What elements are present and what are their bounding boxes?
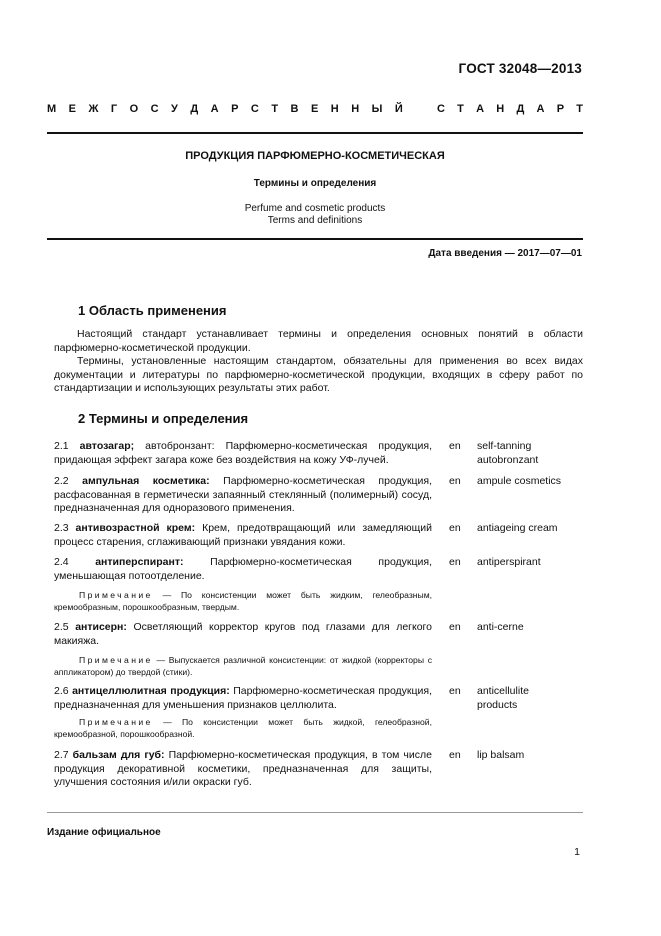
banner-word-interstate <box>47 103 403 115</box>
banner-letter: О <box>129 103 139 115</box>
banner-letter: А <box>210 103 219 115</box>
banner-letter: С <box>437 103 445 115</box>
banner-letter: Р <box>556 103 565 115</box>
term-name: антивозрастной крем: <box>75 522 196 534</box>
banner-letter: А <box>476 103 485 115</box>
standard-code: ГОСТ 32048—2013 <box>458 61 582 76</box>
banner-letter: Д <box>516 103 525 115</box>
term-english-equivalent: anticellulite products <box>477 685 529 711</box>
banner-letter: Е <box>310 103 319 115</box>
term-entry <box>54 749 432 790</box>
term-language: en <box>449 621 461 633</box>
banner-letter: Т <box>271 103 279 115</box>
term-language: en <box>449 556 461 568</box>
term-entry <box>54 621 432 648</box>
banner-letter: Г <box>110 103 118 115</box>
banner-letter: Н <box>496 103 505 115</box>
term-definition: Парфюмерно-косметическая продукция, в том числе продукция декоративной косметики, предназначенная для защиты, улучшения состояния и/или окраски губ. <box>54 749 432 788</box>
term-number: 2.3 <box>54 522 69 534</box>
term-language: en <box>449 522 461 534</box>
banner-letter: Р <box>231 103 239 115</box>
english-subtitle: Terms and definitions <box>267 215 363 226</box>
section-1-heading: 1 Область применения <box>78 303 227 318</box>
banner-letter: Е <box>68 103 76 115</box>
banner-letter: Т <box>457 103 464 115</box>
term-definition: Парфюмерно-косметическая продукция, уменьшающая потоотделение. <box>54 556 433 582</box>
banner-letter: С <box>250 103 259 115</box>
footer-rule <box>47 812 583 813</box>
document-title: ПРОДУКЦИЯ ПАРФЮМЕРНО-КОСМЕТИЧЕСКАЯ <box>185 150 445 162</box>
term-number: 2.5 <box>54 621 69 633</box>
banner-letter: Й <box>394 103 403 115</box>
term-language: en <box>449 440 461 452</box>
banner-letter: В <box>290 103 299 115</box>
term-entry <box>54 556 432 583</box>
interstate-standard-banner <box>47 103 583 115</box>
section-1-paragraph-1 <box>54 328 583 355</box>
term-definition: Крем, предотвращающий или замедляющий процесс старения, сглаживающий признаки увядания кожи. <box>54 522 432 548</box>
paragraph-text: Настоящий стандарт устанавливает термины и определения основных понятий в области парфюмерно-косметической продукции. <box>54 328 583 354</box>
term-definition: Осветляющий корректор кругов под глазами для легкого макияжа. <box>54 621 432 647</box>
section-2-heading: 2 Термины и определения <box>78 411 249 426</box>
term-english-equivalent: antiperspirant <box>477 556 541 568</box>
term-note <box>54 589 432 613</box>
term-definition: автобронзант: Парфюмерно-косметическая продукция, придающая эффект загара коже без воздействия на кожу УФ-лучей. <box>54 440 432 466</box>
term-entry <box>54 685 432 712</box>
term-language: en <box>449 749 461 761</box>
term-english-equivalent: self-tanning autobronzant <box>477 440 539 466</box>
term-entry <box>54 440 432 467</box>
note-label: Примечание <box>79 655 153 665</box>
term-definition: Парфюмерно-косметическая продукция, предназначенная для уменьшения признаков целлюлита. <box>54 685 432 711</box>
term-entry <box>54 522 432 549</box>
banner-letter: Ы <box>371 103 383 115</box>
term-definition: Парфюмерно-косметическая продукция, расфасованная в герметически запаянный стеклянный (полимерный) сосуд, предназначенная для одноразового применения. <box>54 475 433 514</box>
header-rule <box>47 132 583 134</box>
term-english-equivalent: anti-cerne <box>477 621 524 633</box>
banner-letter: С <box>150 103 159 115</box>
banner-letter: Д <box>190 103 199 115</box>
term-name: бальзам для губ: <box>72 749 165 761</box>
banner-letter: А <box>536 103 545 115</box>
note-label: Примечание <box>79 717 153 727</box>
term-number: 2.7 <box>54 749 69 761</box>
banner-letter: У <box>171 103 178 115</box>
note-text: — Выпускается различной консистенции: от жидкой (корректоры с аппликатором) до твердой (стики). <box>54 655 432 677</box>
term-number: 2.1 <box>54 440 69 452</box>
banner-letter: Н <box>351 103 360 115</box>
term-language: en <box>449 475 461 487</box>
banner-letter: Ж <box>88 103 99 115</box>
term-english-equivalent: ampule cosmetics <box>477 475 562 487</box>
term-name: антиперспирант: <box>95 556 184 568</box>
document-subtitle: Термины и определения <box>253 178 377 189</box>
title-rule <box>47 238 583 240</box>
term-note <box>54 716 432 740</box>
introduction-date: Дата введения — 2017—07—01 <box>428 248 582 259</box>
banner-letter: М <box>47 103 57 115</box>
term-english-equivalent: antiageing cream <box>477 522 558 534</box>
term-note <box>54 654 432 678</box>
english-title: Perfume and cosmetic products <box>244 203 386 214</box>
official-edition-label: Издание официальное <box>47 827 161 838</box>
page-number: 1 <box>574 846 580 858</box>
banner-letter: Т <box>576 103 583 115</box>
term-number: 2.2 <box>54 475 69 487</box>
term-number: 2.4 <box>54 556 69 568</box>
term-name: автозагар; <box>79 440 135 452</box>
term-name: антицеллюлитная продукция: <box>72 685 230 697</box>
note-text: — По консистенции может быть жидким, гелеобразным, кремообразным, порошкообразным, твердым. <box>54 590 432 612</box>
term-name: ампульная косметика: <box>82 475 210 487</box>
note-label: Примечание <box>79 590 153 600</box>
banner-letter: Н <box>330 103 339 115</box>
term-number: 2.6 <box>54 685 69 697</box>
section-1-paragraph-2 <box>54 355 583 396</box>
note-text: — По консистенции может быть жидкой, гелеобразной, кремообразной, порошкообразной. <box>54 717 432 739</box>
term-entry <box>54 475 432 516</box>
banner-word-standard <box>437 103 583 115</box>
term-name: антисерн: <box>75 621 127 633</box>
paragraph-text: Термины, установленные настоящим стандартом, обязательны для применения во всех видах документации и литературы по парфюмерно-косметической продукции, входящих в сферу работ по стандартизации и использующих результаты этих работ. <box>54 355 583 394</box>
term-language: en <box>449 685 461 697</box>
term-english-equivalent: lip balsam <box>477 749 525 761</box>
